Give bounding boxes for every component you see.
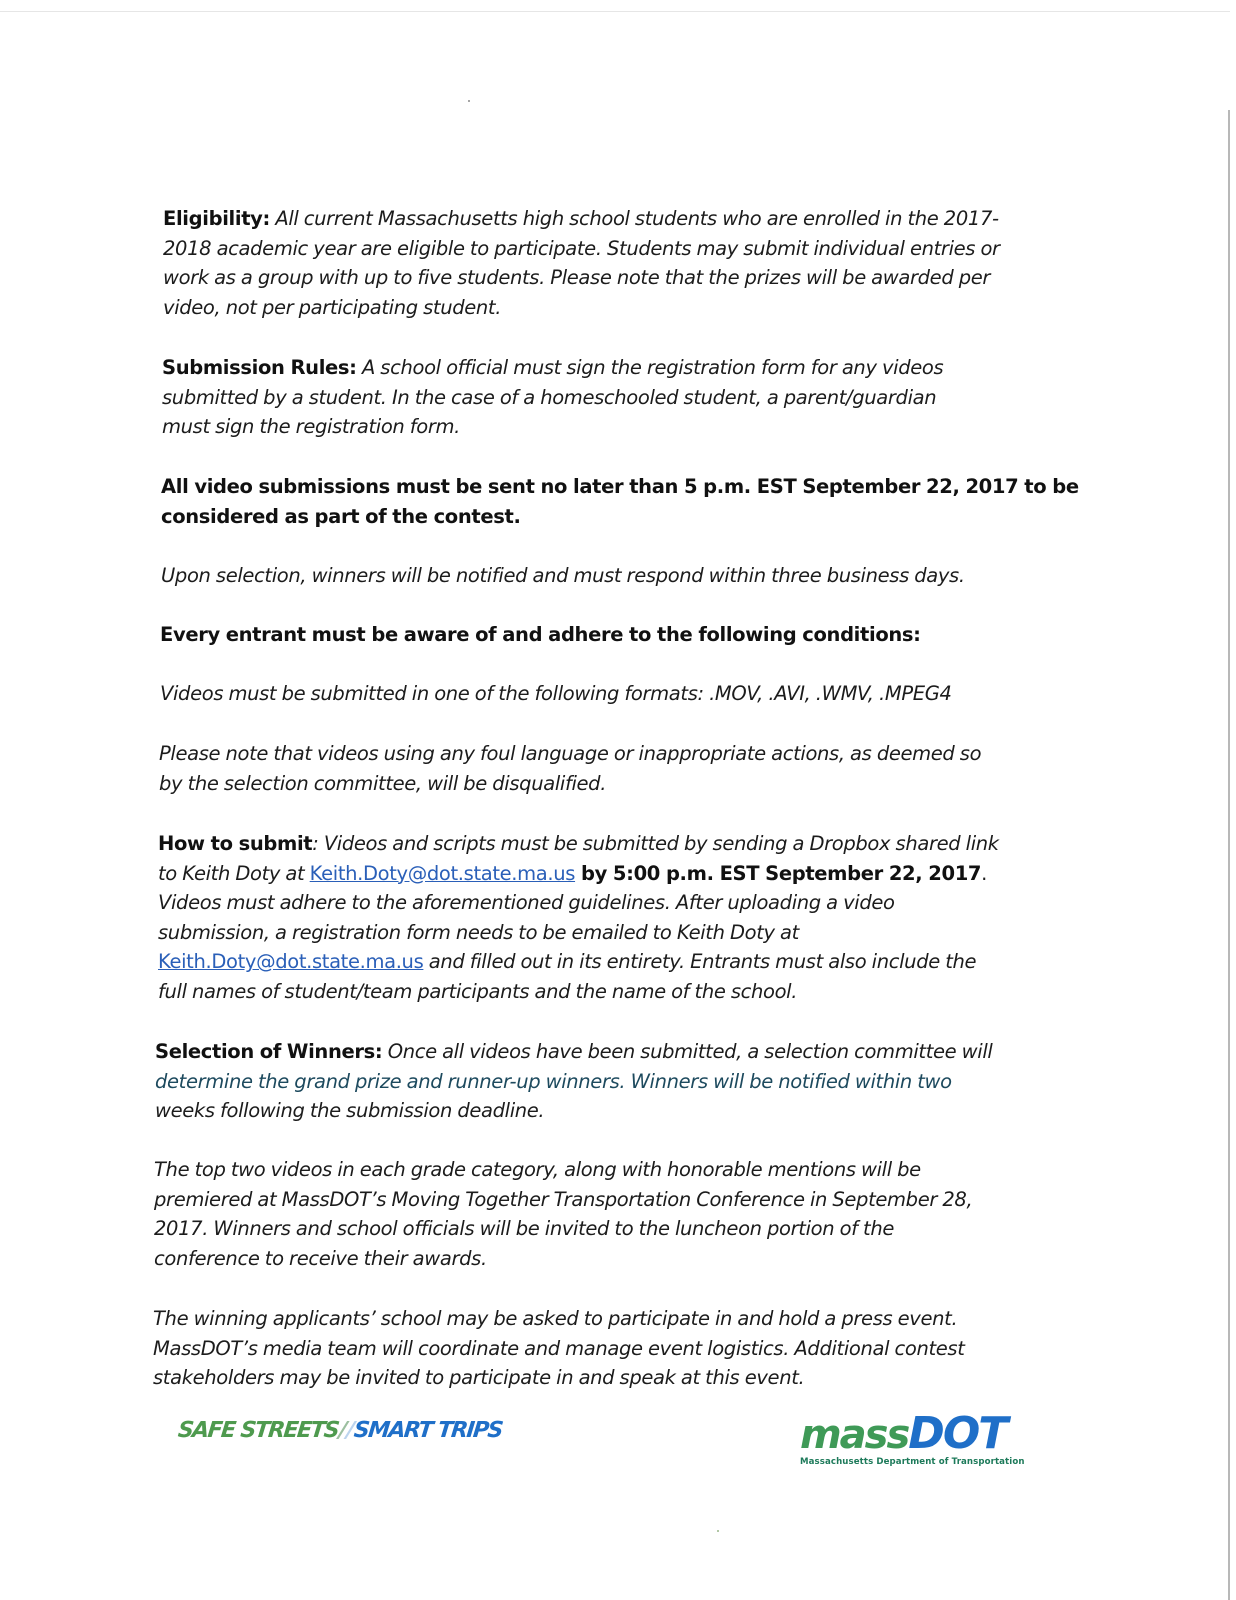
how-to-submit-text: full names of student/team participants and the name of the school. xyxy=(158,979,798,1003)
submission-deadline: by 5:00 p.m. EST September 22, 2017 xyxy=(575,861,982,885)
press-event-text: MassDOT’s media team will coordinate and manage event logistics. Additional contest xyxy=(153,1336,965,1360)
deadline-notice-line: considered as part of the contest. xyxy=(161,504,521,528)
premiere-paragraph xyxy=(154,1155,972,1273)
selection-of-winners-section xyxy=(155,1037,992,1126)
punctuation: . xyxy=(981,861,987,885)
email-link[interactable]: Keith.Doty@dot.state.ma.us xyxy=(309,861,576,885)
premiere-text: 2017. Winners and school officials will be invited to the luncheon portion of the xyxy=(154,1217,894,1241)
logo-slash: / xyxy=(345,1418,355,1443)
selection-of-winners-text: weeks following the submission deadline. xyxy=(155,1099,545,1123)
premiere-text: premiered at MassDOT’s Moving Together Transportation Conference in September 28, xyxy=(154,1187,973,1211)
submission-rules-text: must sign the registration form. xyxy=(162,415,461,439)
submission-rules-text: A school official must sign the registration form for any videos xyxy=(356,356,944,379)
premiere-text: conference to receive their awards. xyxy=(154,1246,487,1270)
formats-text: Videos must be submitted in one of the following formats: .MOV, .AVI, .WMV, .MPEG4 xyxy=(160,682,952,705)
email-link[interactable]: Keith.Doty@dot.state.ma.us xyxy=(158,950,424,974)
safe-streets-wordmark: SAFE STREETS xyxy=(176,1418,340,1443)
massdot-wordmark xyxy=(798,1410,1033,1459)
conditions-heading-text: Every entrant must be aware of and adhere to the following conditions: xyxy=(160,623,921,646)
how-to-submit-section xyxy=(158,829,999,1007)
deadline-notice-line: All video submissions must be sent no later than 5 p.m. EST September 22, 2017 to be xyxy=(161,475,1079,498)
eligibility-label: Eligibility: xyxy=(163,207,270,230)
submission-rules-label: Submission Rules: xyxy=(162,356,357,379)
premiere-text: The top two videos in each grade category, along with honorable mentions will be xyxy=(154,1158,921,1181)
eligibility-text: video, not per participating student. xyxy=(163,295,502,319)
notification-paragraph xyxy=(161,561,965,591)
massdot-dot: DOT xyxy=(908,1408,1007,1459)
how-to-submit-text: : Videos and scripts must be submitted by sending a Dropbox shared link xyxy=(312,832,999,855)
scan-top-edge xyxy=(0,11,1230,12)
formats-paragraph xyxy=(160,679,952,709)
how-to-submit-text: and filled out in its entirety. Entrants must also include the xyxy=(423,950,977,974)
smart-trips-wordmark: SMART TRIPS xyxy=(352,1418,504,1443)
safe-streets-smart-trips-logo xyxy=(177,1418,503,1443)
how-to-submit-text: submission, a registration form needs to be emailed to Keith Doty at xyxy=(158,920,799,944)
scan-speck xyxy=(717,1530,719,1532)
submission-rules-section xyxy=(162,353,943,442)
language-notice xyxy=(159,739,981,798)
language-notice-text: by the selection committee, will be disqualified. xyxy=(159,771,607,795)
eligibility-section xyxy=(163,204,1000,322)
how-to-submit-text: Videos must adhere to the aforementioned guidelines. After uploading a video xyxy=(158,891,895,915)
massdot-mass: mass xyxy=(800,1412,909,1458)
eligibility-text: 2018 academic year are eligible to participate. Students may submit individual entries or xyxy=(163,236,1000,260)
language-notice-text: Please note that videos using any foul language or inappropriate actions, as deemed so xyxy=(159,742,982,765)
press-event-text: The winning applicants’ school may be asked to participate in and hold a press event. xyxy=(153,1307,958,1330)
submission-rules-text: submitted by a student. In the case of a homeschooled student, a parent/guardian xyxy=(162,385,937,409)
deadline-notice xyxy=(161,472,1079,531)
how-to-submit-label: How to submit xyxy=(158,832,313,855)
scan-right-edge xyxy=(1228,110,1230,1600)
conditions-heading xyxy=(160,620,921,650)
logo-slash: / xyxy=(337,1418,347,1443)
eligibility-text: All current Massachusetts high school students who are enrolled in the 2017- xyxy=(269,207,999,230)
press-event-text: stakeholders may be invited to participate in and speak at this event. xyxy=(153,1366,805,1390)
eligibility-text: work as a group with up to five students. Please note that the prizes will be awarded per xyxy=(163,266,991,290)
selection-of-winners-text: determine the grand prize and runner-up winners. Winners will be notified within two xyxy=(155,1069,952,1093)
scan-speck xyxy=(468,100,470,102)
massdot-logo xyxy=(798,1410,1033,1467)
how-to-submit-text: to Keith Doty at xyxy=(158,861,310,885)
selection-of-winners-text: Once all videos have been submitted, a selection committee will xyxy=(382,1040,993,1063)
press-event-paragraph xyxy=(153,1304,965,1393)
notification-text: Upon selection, winners will be notified and must respond within three business days. xyxy=(161,564,965,587)
massdot-tagline: Massachusetts Department of Transportation xyxy=(800,1457,1025,1467)
selection-of-winners-label: Selection of Winners: xyxy=(155,1040,383,1063)
